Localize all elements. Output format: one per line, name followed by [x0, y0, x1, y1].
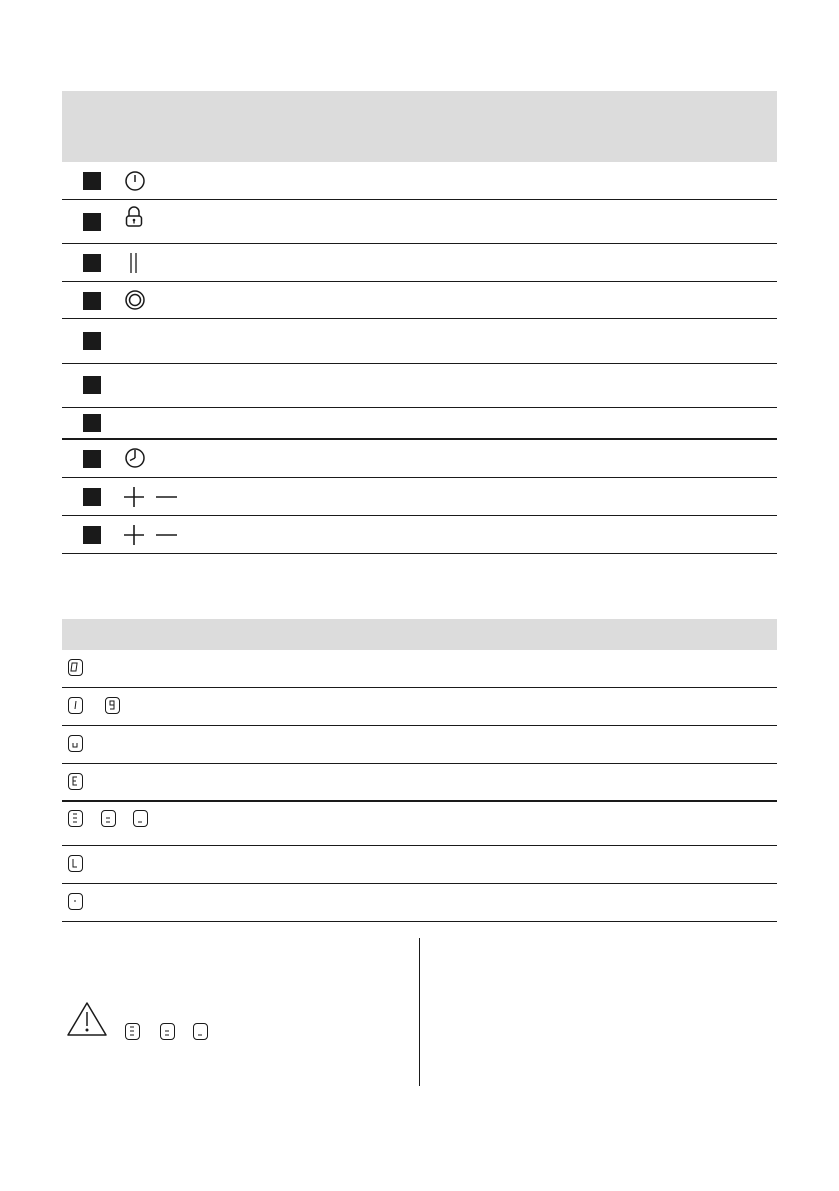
- power-icon: [123, 169, 147, 193]
- residual-heat-1-symbol: [133, 810, 148, 827]
- sensor-number-box: [83, 332, 101, 350]
- table-row: [62, 846, 777, 884]
- residual-heat-2-symbol: [101, 810, 116, 827]
- timer-icon: [123, 446, 147, 470]
- display-table-header: [62, 619, 777, 650]
- table-row: [62, 688, 777, 726]
- plus-minus-icon: [122, 523, 182, 547]
- display-symbol-1: [68, 697, 83, 714]
- display-symbol-dash: [68, 893, 83, 910]
- column-divider: [419, 938, 420, 1086]
- sensor-number-box: [83, 254, 101, 272]
- display-symbol-e: [68, 773, 83, 790]
- sensor-table-header: [62, 91, 777, 162]
- sensor-number-box: [83, 488, 101, 506]
- table-row: [62, 802, 777, 846]
- table-row: [62, 650, 777, 688]
- display-symbol-u: [68, 735, 83, 752]
- table-row: [62, 200, 777, 244]
- table-row: [62, 884, 777, 922]
- sensor-number-box: [83, 526, 101, 544]
- table-row: [62, 516, 777, 554]
- table-row: [62, 440, 777, 478]
- warning-residual-heat-3-symbol: [125, 1023, 140, 1040]
- table-row: [62, 364, 777, 408]
- residual-heat-3-symbol: [68, 810, 83, 827]
- display-symbol-9: [105, 697, 120, 714]
- table-row: [62, 478, 777, 516]
- display-table: [62, 619, 777, 922]
- pause-icon: [126, 251, 142, 275]
- table-row: [62, 726, 777, 764]
- table-row: [62, 244, 777, 282]
- sensor-number-box: [83, 450, 101, 468]
- table-row: [62, 282, 777, 319]
- table-row: [62, 408, 777, 440]
- display-symbol-l: [68, 855, 83, 872]
- plus-minus-icon: [122, 485, 182, 509]
- warning-triangle-icon: [66, 1001, 108, 1037]
- sensor-number-box: [83, 213, 101, 231]
- table-row: [62, 162, 777, 200]
- sensor-number-box: [83, 292, 101, 310]
- display-symbol-0: [68, 659, 83, 676]
- sensor-number-box: [83, 172, 101, 190]
- sensor-fields-table: [62, 91, 777, 554]
- sensor-number-box: [83, 376, 101, 394]
- warning-residual-heat-1-symbol: [193, 1023, 208, 1040]
- lock-icon: [124, 206, 144, 228]
- table-row: [62, 764, 777, 802]
- table-row: [62, 319, 777, 364]
- bridge-zone-icon: [123, 288, 147, 312]
- sensor-number-box: [83, 414, 101, 432]
- warning-residual-heat-2-symbol: [160, 1023, 175, 1040]
